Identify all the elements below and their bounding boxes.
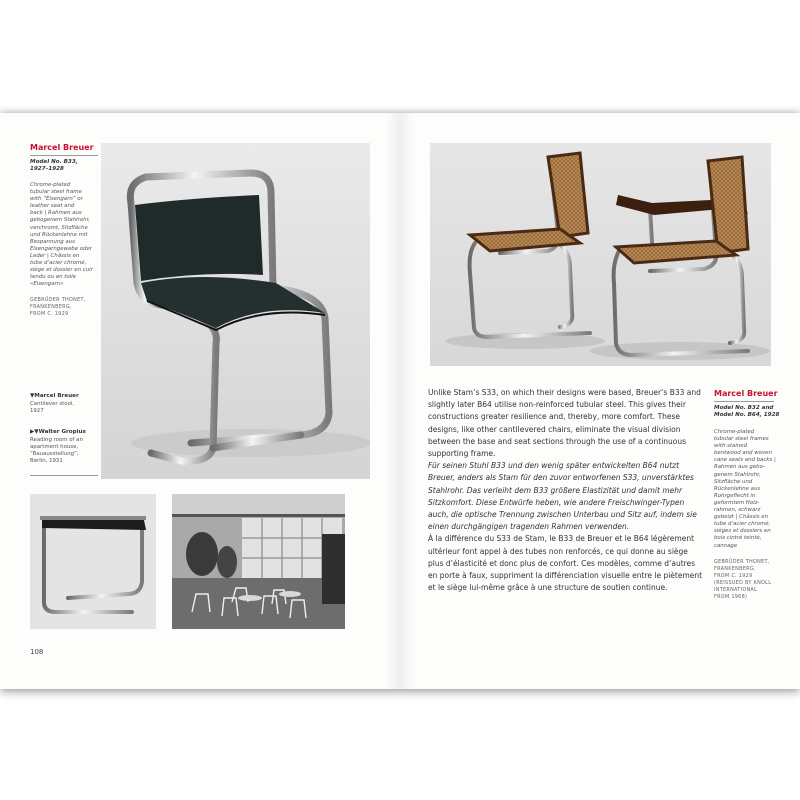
caption-gropius-text: Reading room of an apartment house, “Bauausstellung”, Berlin, 1931 [30, 437, 83, 464]
right-description: Chrome-plated tubular steel frames with stained bentwood and woven cane seats and backs | Rahmen aus gebo- genem Stahlrohr, Sitzfläche und Rückenlehne aus Rohrgeflecht in geformtem Holz- rahmen, schwarz gebeizt | Châssis en tube d’acier chromé, sièges et dossiers en bois cintré teinté, cannage [714, 429, 776, 549]
right-author-heading: Marcel Breuer [714, 389, 778, 398]
book-spread [0, 113, 800, 689]
right-credit: GEBRÜDER THONET, FRANKENBERG, FROM C. 1929 (REISSUED BY KNOLL INTERNATIONAL FROM 1968) [714, 559, 772, 600]
left-description: Chrome-plated tubular steel frame with “Eisengarn” or leather seat and back | Rahmen aus gebogenem Stahlrohr, verchromt, Sitzfläche und Rückenlehne mit Bespannung aus Eisengarngewebe oder Leder | Châssis en tube d’acier chromé, siège et dossier en cuir tendu ou en toile «Eisengarn» [30, 182, 93, 288]
right-model-caption: Model No. B32 and Model No. B64, 1928 [714, 405, 780, 419]
body-german: Für seinen Stuhl B33 und den wenig später entwickelten B64 nutzt Breuer, anders als Stam für den zuvor entworfenen S33, unverstärktes Stahlrohr. Das verleiht dem B33 größere Elastizität und damit mehr Sitzkomfort. Diese Entwürfe heben, wie andere Freischwinger-Typen auch, die optische Trennung zwischen Unterbau und Sitz auf, indem sie einen durchgängigen tragenden Rahmen verwenden. [428, 461, 697, 532]
caption-stool-title: ▼Marcel Breuer [30, 393, 79, 399]
body-english: Unlike Stam’s S33, on which their designs were based, Breuer’s B33 and slightly later B64 utilise non-reinforced tubular steel. This gives their constructions greater resilience and, thereby, more comfort. These designs, like other cantilevered chairs, eliminate the visual division between the base and seat sections through the use of a continuous supporting frame. [428, 388, 701, 459]
cantilever-stool-photo [30, 494, 156, 629]
caption-stool-text: Cantilever stool, 1927 [30, 401, 75, 414]
main-body-text [428, 387, 704, 594]
left-author-rule [30, 155, 98, 156]
book-gutter [386, 113, 414, 689]
caption-gropius-title: ▶▼Walter Gropius [30, 429, 86, 435]
body-french: À la différence du S33 de Stam, le B33 de Breuer et le B64 légèrement ultérieur font appel à des tubes non renforcés, ce qui donne au siège plus d’élasticité et donc plus de confort. Ces modèles, comme d’autres en porte à faux, suppriment la différenciation visuelle entre le piètement et le siège lui-même grâce à une structure de soutien continue. [428, 534, 703, 593]
gropius-reading-room-photo [172, 494, 345, 629]
left-caption-rule [30, 475, 98, 476]
page-number: 108 [30, 648, 44, 656]
left-credit: GEBRÜDER THONET, FRANKENBERG, FROM C. 1929 [30, 297, 86, 317]
left-model-caption: Model No. B33, 1927–1928 [30, 159, 78, 173]
right-author-rule [714, 401, 774, 402]
b33-chair-photo [101, 143, 370, 479]
left-author-heading: Marcel Breuer [30, 143, 94, 152]
b32-b64-chairs-photo [430, 143, 771, 366]
